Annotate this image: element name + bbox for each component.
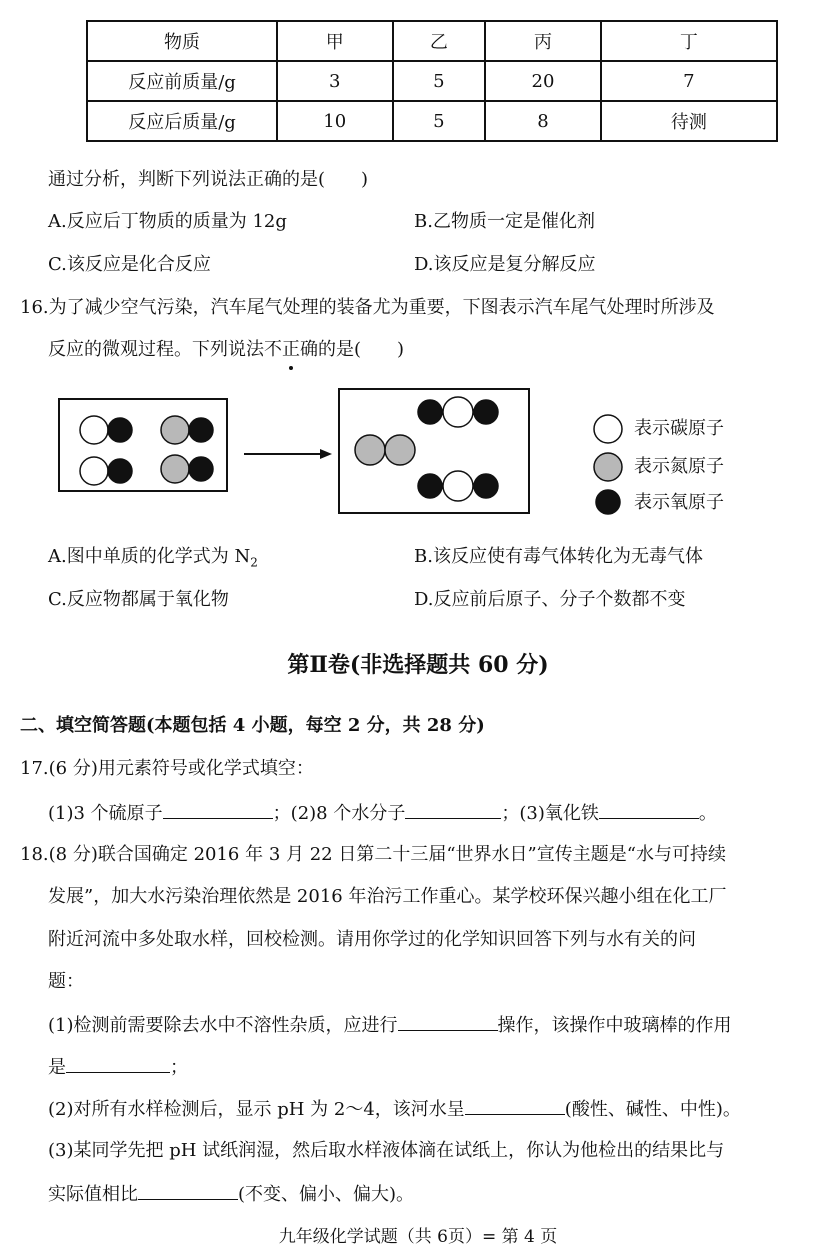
q18-line4: 题： [48, 971, 84, 992]
table-cell: 8 [485, 101, 601, 141]
answer-blank[interactable] [163, 800, 273, 819]
q16-option-d[interactable]: D.反应前后原子、分子个数都不变 [414, 589, 686, 610]
q17-end: 。 [698, 803, 717, 824]
legend-carbon: 表示碳原子 [634, 418, 724, 439]
answer-blank[interactable] [138, 1181, 238, 1200]
q18-sub3-line2 [48, 1181, 414, 1207]
subscript: 2 [250, 555, 258, 570]
n2-molecule [355, 435, 415, 465]
q18-sub1-line2 [48, 1054, 188, 1080]
q16-stem-post: 的是( ) [318, 339, 405, 360]
q17-parts [48, 800, 717, 826]
answer-blank[interactable] [465, 1096, 565, 1115]
q18-sub2-pre: (2)对所有水样检测后，显示 pH 为 2～4，该河水呈 [48, 1099, 465, 1120]
q18-line3: 附近河流中多处取水样，回校检测。请用你学过的化学知识回答下列与水有关的问 [48, 929, 696, 950]
table-header-cell: 甲 [277, 21, 393, 61]
q17-part1-label: (1)3 个硫原子 [48, 803, 163, 824]
oxygen-atom-icon [596, 490, 620, 514]
q18-sub1-line2-pre: 是 [48, 1057, 66, 1078]
legend-nitrogen: 表示氮原子 [634, 456, 724, 477]
q18-sub1-line2-post: ； [170, 1057, 188, 1078]
table-cell: 反应前质量/g [87, 61, 277, 101]
table-row [87, 61, 777, 101]
q16-option-a[interactable] [48, 545, 258, 575]
co-molecule [80, 457, 132, 485]
q18-sub3-post: (不变、偏小、偏大)。 [238, 1184, 415, 1205]
q15-stem: 通过分析，判断下列说法正确的是( ) [48, 169, 369, 190]
table-cell: 5 [393, 61, 486, 101]
q18-line1: 18.(8 分)联合国确定 2016 年 3 月 22 日第二十三届“世界水日”宣传主题是“水与可持续 [20, 844, 726, 865]
q15-option-a[interactable]: A.反应后丁物质的质量为 12g [48, 211, 287, 232]
answer-blank[interactable] [599, 800, 699, 819]
page-footer: 九年级化学试题（共 6页）= 第 4 页 [278, 1227, 558, 1247]
table-cell: 10 [277, 101, 393, 141]
table-cell: 20 [485, 61, 601, 101]
table-cell: 7 [601, 61, 777, 101]
table-header-cell: 丙 [485, 21, 601, 61]
q18-sub3-line1: (3)某同学先把 pH 试纸润湿，然后取水样液体滴在试纸上，你认为他检出的结果比与 [48, 1140, 725, 1161]
q16-stem-line1: 16.为了减少空气污染，汽车尾气处理的装备尤为重要，下图表示汽车尾气处理时所涉及 [20, 297, 715, 318]
q17-part3-label: ；(3)氧化铁 [501, 803, 599, 824]
answer-blank[interactable] [66, 1054, 170, 1073]
part2-title: 第Ⅱ卷(非选择题共 60 分) [287, 652, 549, 678]
q17-part2-label: ；(2)8 个水分子 [272, 803, 406, 824]
table-cell: 反应后质量/g [87, 101, 277, 141]
co2-molecule [418, 397, 498, 427]
q16-stem-pre: 反应的微观过程。下列说法 [48, 339, 264, 360]
table-cell: 5 [393, 101, 486, 141]
q16-option-b[interactable]: B.该反应使有毒气体转化为无毒气体 [414, 546, 703, 567]
answer-blank[interactable] [405, 800, 501, 819]
mass-table [86, 20, 778, 142]
legend-oxygen: 表示氧原子 [634, 492, 724, 513]
nitrogen-atom-icon [594, 453, 622, 481]
q16-option-a-text: A.图中单质的化学式为 N [48, 546, 251, 567]
section2-heading: 二、填空简答题(本题包括 4 小题，每空 2 分，共 28 分) [20, 715, 485, 736]
q18-sub3-pre: 实际值相比 [48, 1184, 138, 1205]
q16-emphasis-text: 不正确 [264, 339, 318, 360]
table-header-cell: 物质 [87, 21, 277, 61]
table-cell: 3 [277, 61, 393, 101]
no-molecule [161, 455, 213, 483]
carbon-atom-icon [594, 415, 622, 443]
q15-option-b[interactable]: B.乙物质一定是催化剂 [414, 211, 595, 232]
q18-sub2 [48, 1096, 741, 1122]
q17-stem: 17.(6 分)用元素符号或化学式填空： [20, 758, 314, 779]
co2-molecule [418, 471, 498, 501]
table-header-cell: 丁 [601, 21, 777, 61]
q15-option-d[interactable]: D.该反应是复分解反应 [414, 254, 596, 275]
table-header-row [87, 21, 777, 61]
co-molecule [80, 416, 132, 444]
q18-sub1-post: 操作，该操作中玻璃棒的作用 [497, 1015, 732, 1036]
table-cell: 待测 [601, 101, 777, 141]
table-row [87, 101, 777, 141]
no-molecule [161, 416, 213, 444]
reaction-arrow [244, 449, 332, 459]
q16-option-c[interactable]: C.反应物都属于氧化物 [48, 589, 229, 610]
q15-option-c[interactable]: C.该反应是化合反应 [48, 254, 211, 275]
q18-line2: 发展”，加大水污染治理依然是 2016 年治污工作重心。某学校环保兴趣小组在化工厂 [48, 886, 727, 907]
answer-blank[interactable] [398, 1012, 498, 1031]
q18-sub1 [48, 1012, 732, 1038]
q18-sub2-post: (酸性、碱性、中性)。 [564, 1099, 741, 1120]
table-header-cell: 乙 [393, 21, 486, 61]
q18-sub1-pre: (1)检测前需要除去水中不溶性杂质，应进行 [48, 1015, 398, 1036]
q16-stem-line2 [48, 338, 404, 362]
